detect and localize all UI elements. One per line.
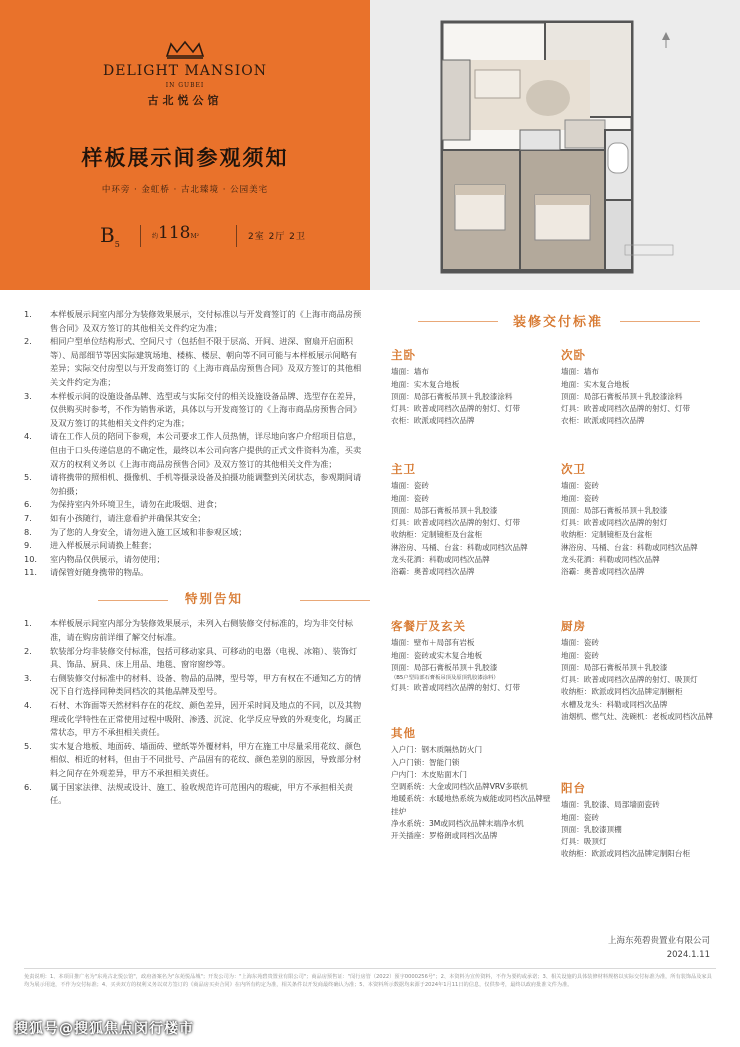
spec-line: 油烟机、燃气灶、洗碗机：老板或同档次品牌: [561, 712, 713, 722]
divider: [140, 225, 141, 247]
spec-line: 收纳柜：定制镜柜及台盆柜: [561, 530, 653, 540]
group-heading: 次卧: [561, 348, 586, 362]
floor-plan-image: [370, 0, 740, 290]
spec-line: 地面：瓷砖: [561, 812, 599, 822]
spec-line: 墙面：乳胶漆、局部墙面瓷砖: [561, 800, 660, 810]
unit-area: 约118M²: [152, 223, 200, 243]
group-kitchen: [561, 620, 726, 723]
group-other: [391, 727, 551, 843]
spec-line: 地面：实木复合地板: [391, 379, 460, 389]
group-heading: 主卧: [391, 348, 416, 362]
list-item: 7. 如有小孩随行，请注意看护并确保其安全；: [24, 512, 206, 523]
brand-name-cn: 古北悦公馆: [147, 94, 223, 107]
spec-line: 地面：瓷砖或实木复合地板: [391, 650, 483, 660]
spec-line: 墙面：瓷砖: [561, 481, 599, 491]
spec-line: 入户门锁：智能门锁: [391, 757, 460, 767]
spec-line: 顶面：乳胶漆顶棚: [561, 824, 622, 834]
brand-subtitle: IN GUBEI: [165, 82, 205, 89]
group-balcony: [561, 782, 726, 861]
list-item: 2. 软装部分均非装修交付标准，包括可移动家具、可移动的电器（电视、冰箱）、装饰灯具、饰品、厨具、床上用品、地毯、窗帘窗纱等。: [24, 645, 358, 670]
list-item: 1. 本样板展示间室内部分为装修效果展示，未列入右侧装修交付标准的，均为非交付标准，请在购房前详细了解交付标准。: [24, 618, 353, 643]
spec-line: 空调系统：大金或同档次品牌VRV多联机: [391, 782, 528, 792]
group-heading: 阳台: [561, 781, 586, 795]
spec-line: 地面：瓷砖: [561, 650, 599, 660]
unit-type: $B_5$: [100, 223, 120, 249]
group-heading: 次卫: [561, 462, 586, 476]
spec-line: 墙面：瓷砖: [561, 638, 599, 648]
spec-line: 收纳柜：定制镜柜及台盆柜: [391, 530, 483, 540]
group-master-bedroom: [391, 349, 556, 428]
source-watermark: 搜狐号@搜狐焦点闵行楼市: [14, 1021, 194, 1037]
group-second-bedroom: [561, 349, 726, 428]
page-title: 样板展示间参观须知: [81, 145, 289, 170]
spec-line: 龙头花洒：科勒或同档次品牌: [391, 555, 490, 565]
list-item: 2. 相同户型单位结构形式、空间尺寸（包括但不限于层高、开间、进深、窗扇开启面积等）、局部细节等因实际建筑场地、楼栋、楼层、朝向等不同可能与本样板展示间略有差异；实际交付房型以与开发商签订的《上海市商品房预售合同》及双方签订的其他相关文件约定为准；: [24, 336, 362, 387]
spec-line: 浴霸：奥普或同档次品牌: [391, 567, 475, 577]
hero-banner: [0, 0, 370, 290]
list-item: 1. 本样板展示间室内部分为装修效果展示，交付标准以与开发商签订的《上海市商品房预售合同》及双方签订的其他相关文件约定为准；: [24, 309, 362, 333]
special-notice-heading: 特别告知: [64, 592, 364, 606]
spec-line: 顶面：局部石膏板吊顶＋乳胶漆涂料: [561, 391, 683, 401]
spec-line: 灯具：欧普或同档次品牌的射灯、灯带: [391, 404, 521, 414]
spec-line: 开关插座：罗格朗或同档次品牌: [391, 831, 498, 841]
spec-line: 顶面：局部石膏板吊顶＋乳胶漆: [391, 662, 498, 672]
spec-line: 衣柜：欧派或同档次品牌: [561, 416, 645, 426]
spec-line: 顶面：局部石膏板吊顶＋乳胶漆: [391, 505, 498, 515]
visit-notes: [24, 308, 364, 808]
spec-line: 淋浴房、马桶、台盆：科勒或同档次品牌: [391, 542, 528, 552]
brand-name-en: DELIGHT MANSION: [103, 63, 267, 79]
divider: [620, 321, 700, 322]
list-item: 4. 请在工作人员的陪同下参观，本公司要求工作人员热情，详尽地向客户介绍项目信息，但由于口头传递信息的不确定性，最终以本公司向客户提供的正式文件资料为准，买卖双方的权利义务以《上海市商品房预售合同》及双方签订的其他相关文件为准；: [24, 431, 362, 469]
disclaimer-text: 免责说明：1、本项目推广名为"东苑古北悦公馆"，政府备案名为"东苑悦品城"；开发公司为："上海东苑碧贵置业有限公司"；商品房预售证："闵行房管（2022）预字0000256号"；2、本资料为宣传资料，不作为要约或承诺；3、相关设施的具体装修材料规格以实际交付标准为准，所有装饰品及家具均为展示用途，不作为交付标准；4、买卖双方的权利义务以双方签订的《商品房买卖合同》在内所有约定为准，相关条件以开发商最终确认为准；5、本资料所示数据均来源于2024年1月11日的信息，仅供参考，最终以政府批准文件为准。: [24, 974, 712, 988]
spec-line: 浴霸：奥普或同档次品牌: [561, 567, 645, 577]
list-item: 6. 为保持室内外环境卫生，请勿在此吸烟、进食；: [24, 499, 222, 510]
spec-line: 顶面：局部石膏板吊顶＋乳胶漆涂料: [391, 391, 513, 401]
list-item: 5. 请将携带的照相机、摄像机、手机等摄录设备及拍摄功能调整到关闭状态，参观期间请勿拍摄；: [24, 472, 362, 496]
spec-line: 地暖系统：水暖地热系统为威能或同档次品牌壁挂炉: [391, 794, 551, 816]
list-item: 9. 进入样板展示间请换上鞋套；: [24, 540, 157, 551]
spec-line: 龙头花洒：科勒或同档次品牌: [561, 555, 660, 565]
floor-plan-drawing: [370, 0, 740, 290]
company-name: 上海东苑碧贵置业有限公司: [607, 936, 710, 946]
spec-line: 水槽及龙头：科勒或同档次品牌: [561, 699, 668, 709]
company-signature: [560, 934, 710, 962]
spec-line: 收纳柜：欧派或同档次品牌定制阳台柜: [561, 849, 691, 859]
list-item: 6. 属于国家法律、法规或设计、施工、验收规范许可范围内的瑕疵，甲方不承担相关责任。: [24, 781, 353, 806]
list-item: 5. 实木复合地板、地面砖、墙面砖、壁纸等外覆材料，甲方在施工中尽量采用花纹、颜色相似、相近的材料，但由于不同批号、产品固有的花纹、颜色差别的原因，导致部分材料之间存在外观差异，甲方不承担相关责任。: [24, 740, 362, 778]
spec-line: 收纳柜：欧派或同档次品牌定制橱柜: [561, 687, 683, 697]
spec-line: 地面：实木复合地板: [561, 379, 630, 389]
spec-line: 墙面：壁布＋局部有岩板: [391, 638, 475, 648]
group-second-bath: [561, 463, 726, 579]
spec-line: 灯具：欧普或同档次品牌的射灯、灯带: [561, 404, 691, 414]
spec-line: 户内门：木皮贴面木门: [391, 769, 467, 779]
issue-date: 2024.1.11: [666, 950, 710, 960]
spec-line: 地面：瓷砖: [561, 493, 599, 503]
spec-line: 顶面：局部石膏板吊顶＋乳胶漆: [561, 662, 668, 672]
list-item: 11. 请保管好随身携带的物品。: [24, 567, 149, 578]
spec-line: 入户门：钢木质隔热防火门: [391, 745, 483, 755]
unit-rooms: 2室 2厅 2卫: [248, 232, 306, 242]
group-living-dining: [391, 620, 556, 694]
spec-line: 墙面：墙布: [391, 367, 429, 377]
spec-line: 灯具：欧普或同档次品牌的射灯、灯带: [391, 518, 521, 528]
group-heading: 客餐厅及玄关: [391, 619, 466, 633]
spec-line: 顶面：局部石膏板吊顶＋乳胶漆: [561, 505, 668, 515]
spec-line: 地面：瓷砖: [391, 493, 429, 503]
list-item: 3. 本样板示间的设施设备品牌、选型或与实际交付的相关设施设备品牌、选型存在差异，仅供购买时参考，不作为销售承诺，具体以与开发商签订的《上海市商品房预售合同》及双方签订的其他相关文件约定为准；: [24, 390, 362, 428]
divider: [24, 968, 716, 969]
divider: [236, 225, 237, 247]
list-item: 10. 室内物品仅供展示，请勿使用；: [24, 553, 165, 564]
spec-line: 灯具：欧普或同档次品牌的射灯、吸顶灯: [561, 675, 698, 685]
spec-line: 净水系统：3M或同档次品牌末端净水机: [391, 819, 524, 829]
spec-line: 衣柜：欧派或同档次品牌: [391, 416, 475, 426]
standards-heading: 装修交付标准: [512, 315, 603, 330]
spec-line: 灯具：欧普或同档次品牌的射灯、灯带: [391, 683, 521, 693]
spec-line: 灯具：吸顶灯: [561, 837, 607, 847]
group-master-bath: [391, 463, 556, 579]
group-heading: 厨房: [561, 619, 586, 633]
spec-line: 灯具：欧普或同档次品牌的射灯: [561, 518, 668, 528]
list-item: 4. 石材、木饰面等天然材料存在的花纹、颜色差异，因开采时间及地点的不同，以及其物理或化学特性在正常使用过程中吸附、渗透、沉淀、化学反应导致的外观变化，均属正常状态，甲方不承担相关责任。: [24, 700, 362, 738]
group-heading: 主卫: [391, 462, 416, 476]
spec-line: 淋浴房、马桶、台盆：科勒或同档次品牌: [561, 542, 698, 552]
hero-tagline: 中环旁 · 金虹桥 · 古北臻境 · 公园美宅: [101, 185, 269, 195]
spec-line: 墙面：墙布: [561, 367, 599, 377]
spec-note: （B5户型局部石膏板吊顶及原顶乳胶漆涂料）: [391, 675, 499, 682]
list-item: 3. 右侧装修交付标准中的材料、设备、物品的品牌，型号等，甲方有权在不通知乙方的情况下自行选择同种类同档次的其他品牌及型号。: [24, 672, 362, 697]
spec-line: 墙面：瓷砖: [391, 481, 429, 491]
unit-info-row: [0, 219, 370, 251]
group-heading: 其他: [391, 726, 416, 740]
crown-logo-icon: [165, 40, 205, 60]
list-item: 8. 为了您的人身安全，请勿进入施工区域和非参观区域；: [24, 526, 247, 537]
